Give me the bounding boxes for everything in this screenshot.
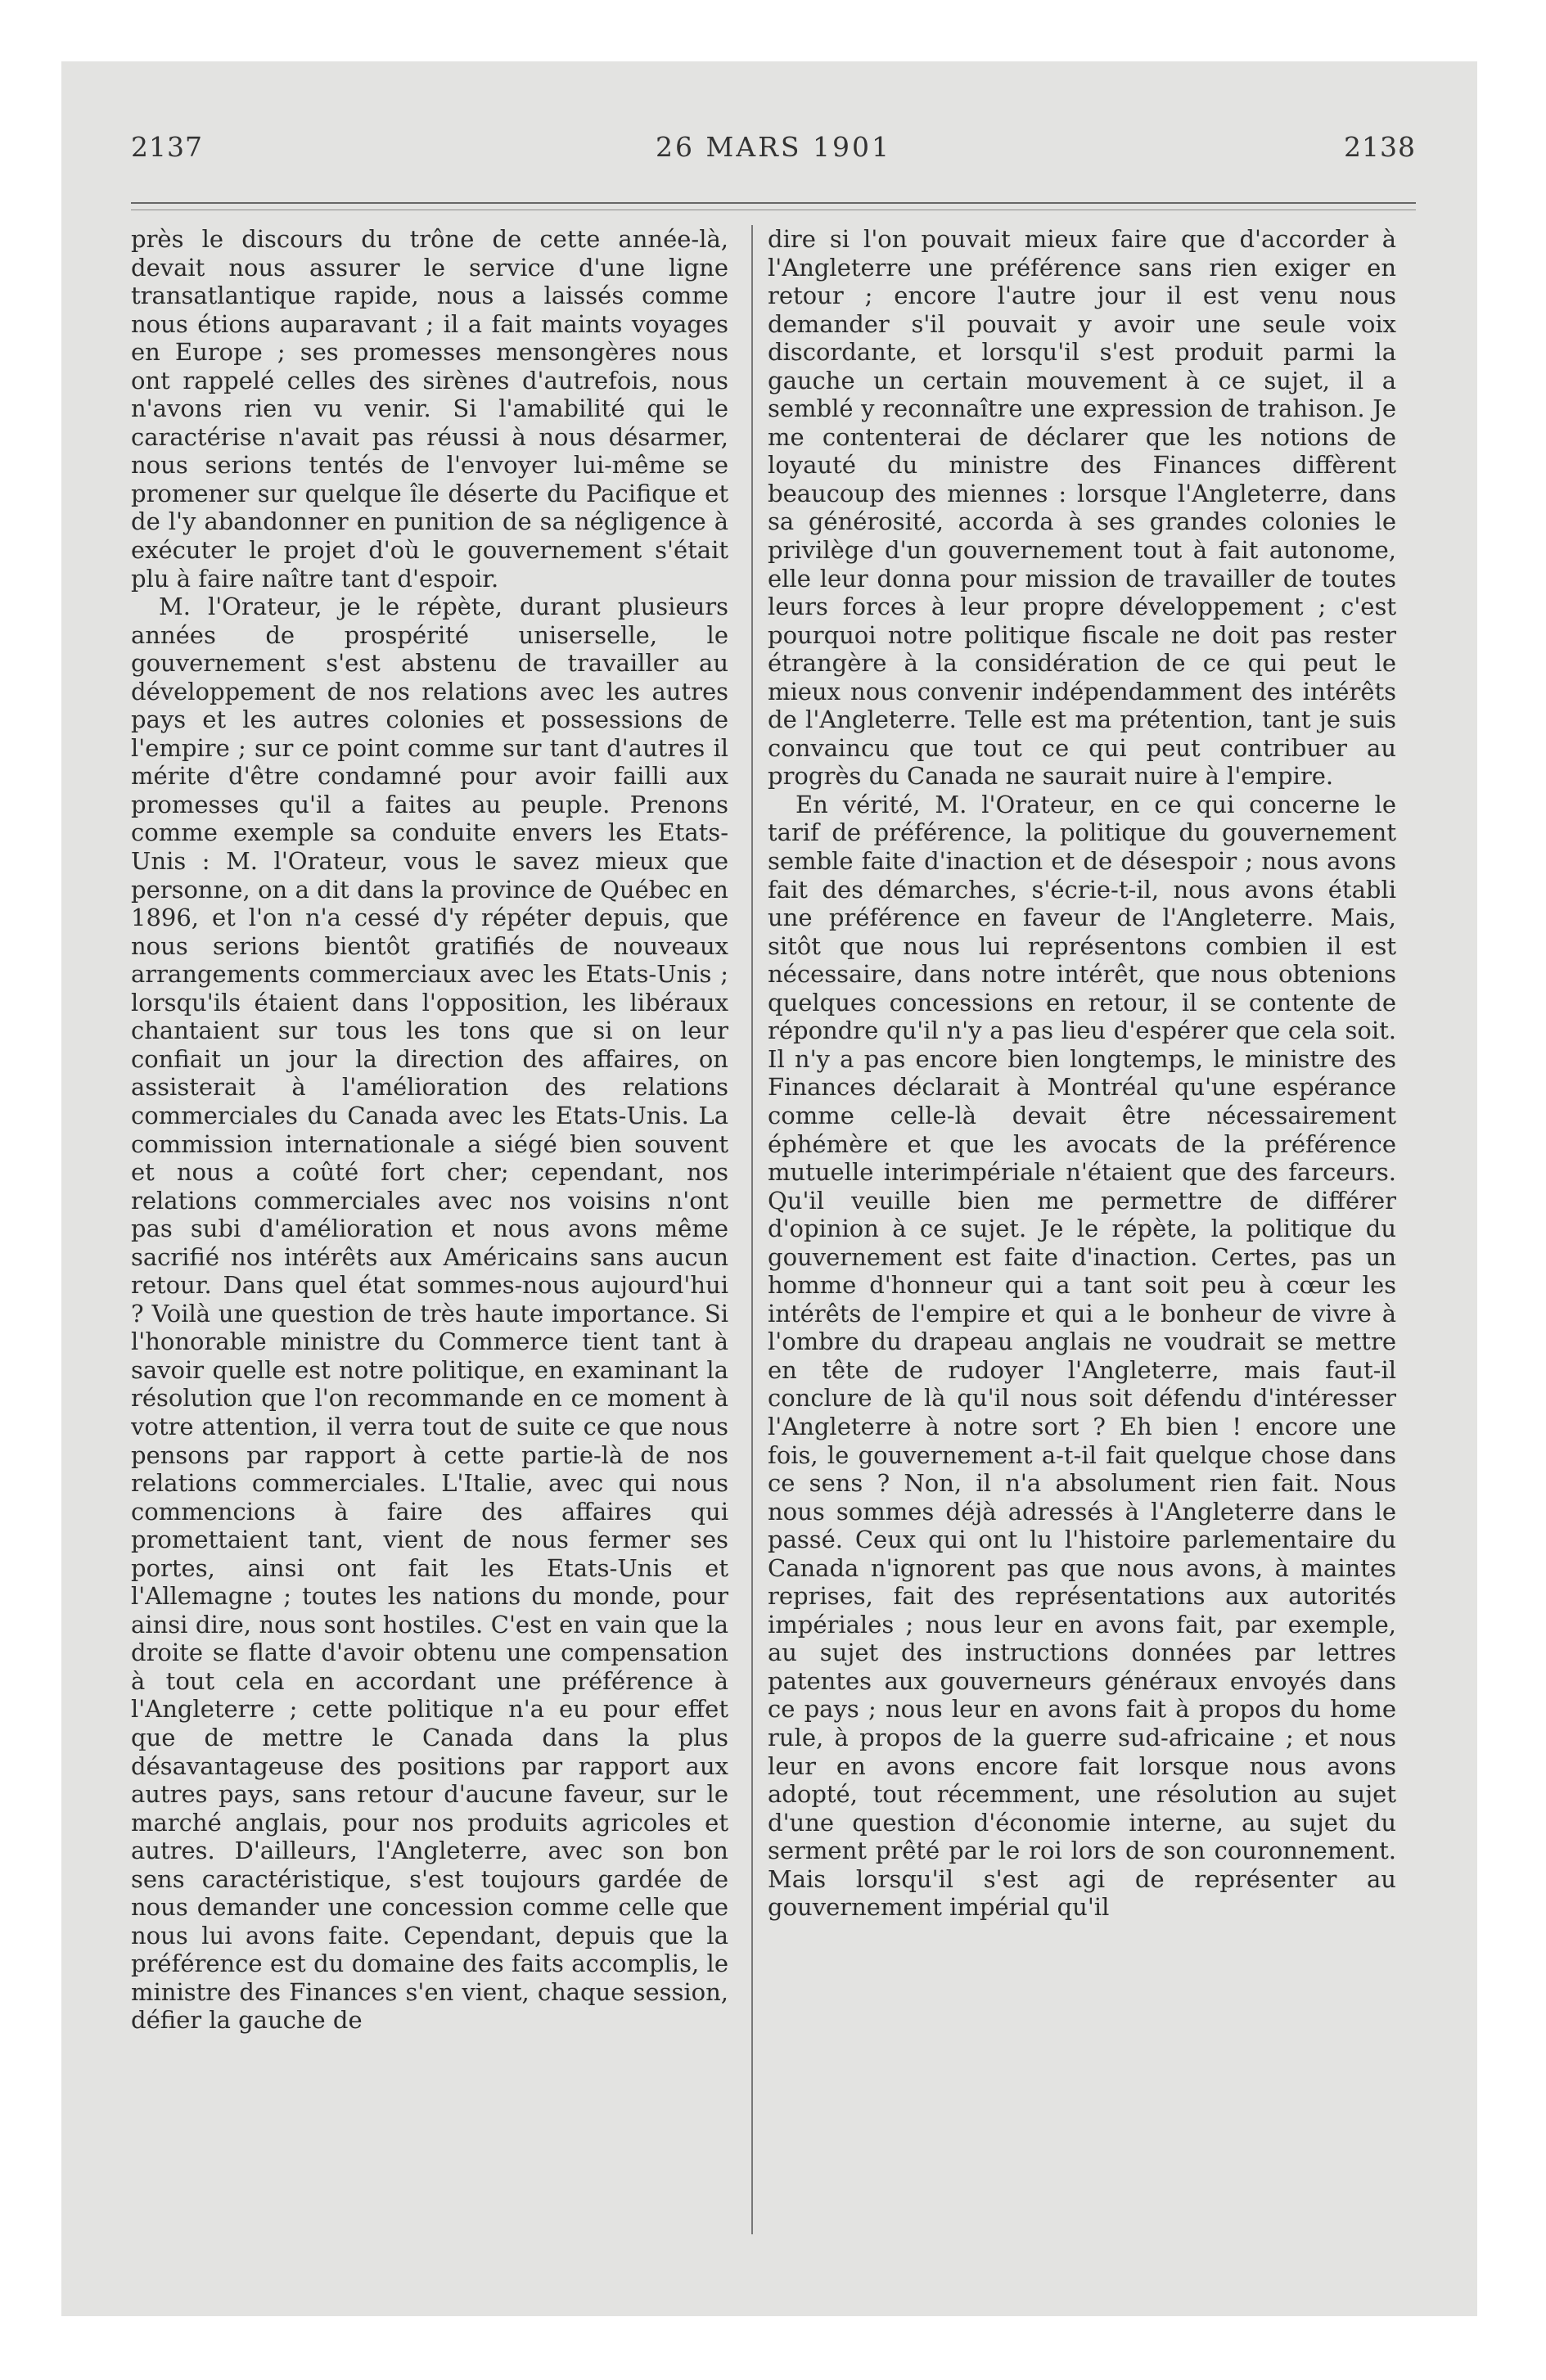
paragraph: près le discours du trône de cette année-là, devait nous assurer le service d'une ligne transatlantique rapide, nous a laissés comme nous étions auparavant ; il a fait maints voyages en Europe ; ses promesses mensongères nous ont rappelé celles des sirènes d'autrefois, nous n'avons rien vu venir. Si l'amabilité qui le caractérise n'avait pas réussi à nous désarmer, nous serions tentés de l'envoyer lui-même se promener sur quelque île déserte du Pacifique et de l'y abandonner en punition de sa négligence à exécuter le projet d'où le gouvernement s'était plu à faire naître tant d'espoir. xyxy=(131,225,728,593)
paragraph: M. l'Orateur, je le répète, durant plusieurs années de prospérité uniserselle, le gouvernement s'est abstenu de travailler au développement de nos relations avec les autres pays et les autres colonies et possessions de l'empire ; sur ce point comme sur tant d'autres il mérite d'être condamné pour avoir failli aux promesses qu'il a faites au peuple. Prenons comme exemple sa conduite envers les Etats-Unis : M. l'Orateur, vous le savez mieux que personne, on a dit dans la province de Québec en 1896, et l'on n'a cessé d'y répéter depuis, que nous serions bientôt gratifiés de nouveaux arrangements commerciaux avec les Etats-Unis ; lorsqu'ils étaient dans l'opposition, les libéraux chantaient sur tous les tons que si on leur confiait un jour la direction des affaires, on assisterait à l'amélioration des relations commerciales du Canada avec les Etats-Unis. La commission internationale a siégé bien souvent et nous a coûté fort cher; cependant, nos relations commerciales avec nos voisins n'ont pas subi d'amélioration et nous avons même sacrifié nos intérêts aux Américains sans aucun retour. Dans quel état sommes-nous aujourd'hui ? Voilà une question de très haute importance. Si l'honorable ministre du Commerce tient tant à savoir quelle est notre politique, en examinant la résolution que l'on recommande en ce moment à votre attention, il verra tout de suite ce que nous pensons par rapport à cette partie-là de nos relations commerciales. L'Italie, avec qui nous commencions à faire des affaires qui promettaient tant, vient de nous fermer ses portes, ainsi ont fait les Etats-Unis et l'Allemagne ; toutes les nations du monde, pour ainsi dire, nous sont hostiles. C'est en vain que la droite se flatte d'avoir obtenu une compensation à tout cela en accordant une préférence à l'Angleterre ; cette politique n'a eu pour effet que de mettre le Canada dans la plus désavantageuse des positions par rapport aux autres pays, sans retour d'aucune faveur, sur le marché anglais, pour nos produits agricoles et autres. D'ailleurs, l'Angleterre, avec son bon sens caractéristique, s'est toujours gardée de nous demander une concession comme celle que nous lui avons faite. Cependant, depuis que la préférence est du domaine des faits accomplis, le ministre des Finances s'en vient, chaque session, défier la gauche de xyxy=(131,593,728,2035)
column-divider xyxy=(751,225,753,2234)
paragraph: En vérité, M. l'Orateur, en ce qui concerne le tarif de préférence, la politique du gouvernement semble faite d'inaction et de désespoir ; nous avons fait des démarches, s'écrie-t-il, nous avons établi une préférence en faveur de l'Angleterre. Mais, sitôt que nous lui représentons combien il est nécessaire, dans notre intérêt, que nous obtenions quelques concessions en retour, il se contente de répondre qu'il n'y a pas lieu d'espérer que cela soit. Il n'y a pas encore bien longtemps, le ministre des Finances déclarait à Montréal qu'une espérance comme celle-là devait être nécessairement éphémère et que les avocats de la préférence mutuelle interimpériale n'étaient que des farceurs. Qu'il veuille bien me permettre de différer d'opinion à ce sujet. Je le répète, la politique du gouvernement est faite d'inaction. Certes, pas un homme d'honneur qui a tant soit peu à cœur les intérêts de l'empire et qui a le bonheur de vivre à l'ombre du drapeau anglais ne voudrait se mettre en tête de rudoyer l'Angleterre, mais faut-il conclure de là qu'il nous soit défendu d'intéresser l'Angleterre à notre sort ? Eh bien ! encore une fois, le gouvernement a-t-il fait quelque chose dans ce sens ? Non, il n'a absolument rien fait. Nous nous sommes déjà adressés à l'Angleterre dans le passé. Ceux qui ont lu l'histoire parlementaire du Canada n'ignorent pas que nous avons, à maintes reprises, fait des représentations aux autorités impériales ; nous leur en avons fait, par exemple, au sujet des instructions données par lettres patentes aux gouverneurs généraux envoyés dans ce pays ; nous leur en avons fait à propos du home rule, à propos de la guerre sud-africaine ; et nous leur en avons encore fait lorsque nous avons adopté, tout récemment, une résolution au sujet d'une question d'économie interne, au sujet du serment prêté par le roi lors de son couronnement. Mais lorsqu'il s'est agi de représenter au gouvernement impérial qu'il xyxy=(768,790,1396,1922)
paragraph: dire si l'on pouvait mieux faire que d'accorder à l'Angleterre une préférence sans rien exiger en retour ; encore l'autre jour il est venu nous demander s'il pouvait y avoir une seule voix discordante, et lorsqu'il s'est produit parmi la gauche un certain mouvement à ce sujet, il a semblé y reconnaître une expression de trahison. Je me contenterai de déclarer que les notions de loyauté du ministre des Finances diffèrent beaucoup des miennes : lorsque l'Angleterre, dans sa générosité, accorda à ses grandes colonies le privilège d'un gouvernement tout à fait autonome, elle leur donna pour mission de travailler de toutes leurs forces à leur propre développement ; c'est pourquoi notre politique fiscale ne doit pas rester étrangère à la considération de ce qui peut le mieux nous convenir indépendamment des intérêts de l'Angleterre. Telle est ma prétention, tant je suis convaincu que tout ce qui peut contribuer au progrès du Canada ne saurait nuire à l'empire. xyxy=(768,225,1396,791)
page-number-right: 2138 xyxy=(1344,131,1416,163)
header-rule xyxy=(131,202,1416,204)
page-date: 26 MARS 1901 xyxy=(655,131,892,163)
right-column xyxy=(768,225,1396,2279)
left-column xyxy=(131,225,728,2279)
page-number-left: 2137 xyxy=(131,131,203,163)
page-header xyxy=(131,131,1416,180)
